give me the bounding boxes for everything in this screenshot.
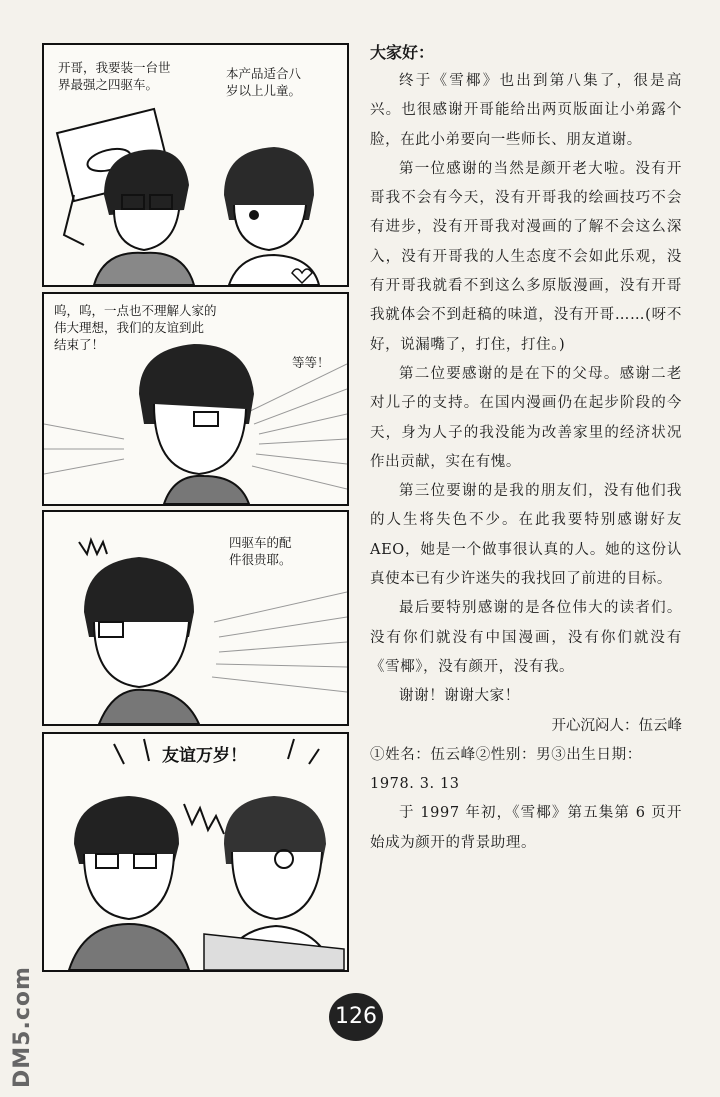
article-paragraph: 第二位要感谢的是在下的父母。感谢二老对儿子的支持。在国内漫画仍在起步阶段的今天，身为人子的我没能为改善家里的经济状况作出贡献，实在有愧。	[370, 365, 682, 470]
speech-bubble-parts-expensive: 四驱车的配 件很贵耶。	[229, 535, 292, 567]
article-paragraph: 最后要特别感谢的是各位伟大的读者们。没有你们就没有中国漫画，没有你们就没有《雪椰》，没有颜开，没有我。	[370, 600, 682, 675]
speech-bubble-friendship-over: 呜，呜，一点也不理解人家的 伟大理想，我们的友谊到此 结束了！	[54, 303, 217, 352]
speech-bubble-request: 开哥，我要装一台世 界最强之四驱车。	[58, 60, 171, 92]
panel-3-art	[44, 512, 347, 724]
comic-panel-4	[42, 732, 349, 972]
panel-4-art	[44, 734, 347, 970]
speech-bubble-age-warning: 本产品适合八 岁以上儿童。	[226, 66, 302, 98]
site-watermark	[6, 966, 38, 1092]
comic-panel-2	[42, 292, 349, 506]
article-paragraph: 第三位要谢的是我的朋友们，没有他们我的人生将失色不少。在此我要特别感谢好友 AEO，她是一个做事很认真的人。她的这份认真使本已有少许迷失的我找回了前进的目标。	[370, 483, 682, 588]
article-paragraph: 第一位感谢的当然是颜开老大啦。没有开哥我不会有今天，没有开哥我的绘画技巧不会有进步，没有开哥我对漫画的了解不会这么深入，没有开哥我的人生态度不会如此乐观，没有开哥我就看不到这么多原版漫画，没有开哥我就体会不到赶稿的味道，没有开哥……(呀不好，说漏嘴了，打住，打住。)	[370, 160, 682, 353]
speech-bubble-wait: 等等！	[292, 355, 330, 370]
article-column	[370, 40, 682, 858]
article-paragraph: 终于《雪椰》也出到第八集了，很是高兴。也很感谢开哥能给出两页版面让小弟露个脸，在此小弟要向一些师长、朋友道谢。	[370, 73, 682, 148]
article-heading: 大家好：	[370, 43, 435, 62]
article-closing: 于 1997 年初，《雪椰》第五集第 6 页开始成为颜开的背景助理。	[370, 805, 682, 851]
speech-bubble-long-live-friendship: 友谊万岁！	[162, 746, 247, 766]
watermark-text: DM5.com	[10, 966, 35, 1088]
comic-panel-3	[42, 510, 349, 726]
article-signature: 开心沉闷人：伍云峰	[551, 717, 682, 734]
article-thanks: 谢谢！谢谢大家！	[399, 688, 520, 705]
page-number: 126	[329, 993, 383, 1041]
comic-panel-1	[42, 43, 349, 287]
author-profile: ①姓名：伍云峰②性别：男③出生日期：1978. 3. 13	[370, 746, 642, 793]
